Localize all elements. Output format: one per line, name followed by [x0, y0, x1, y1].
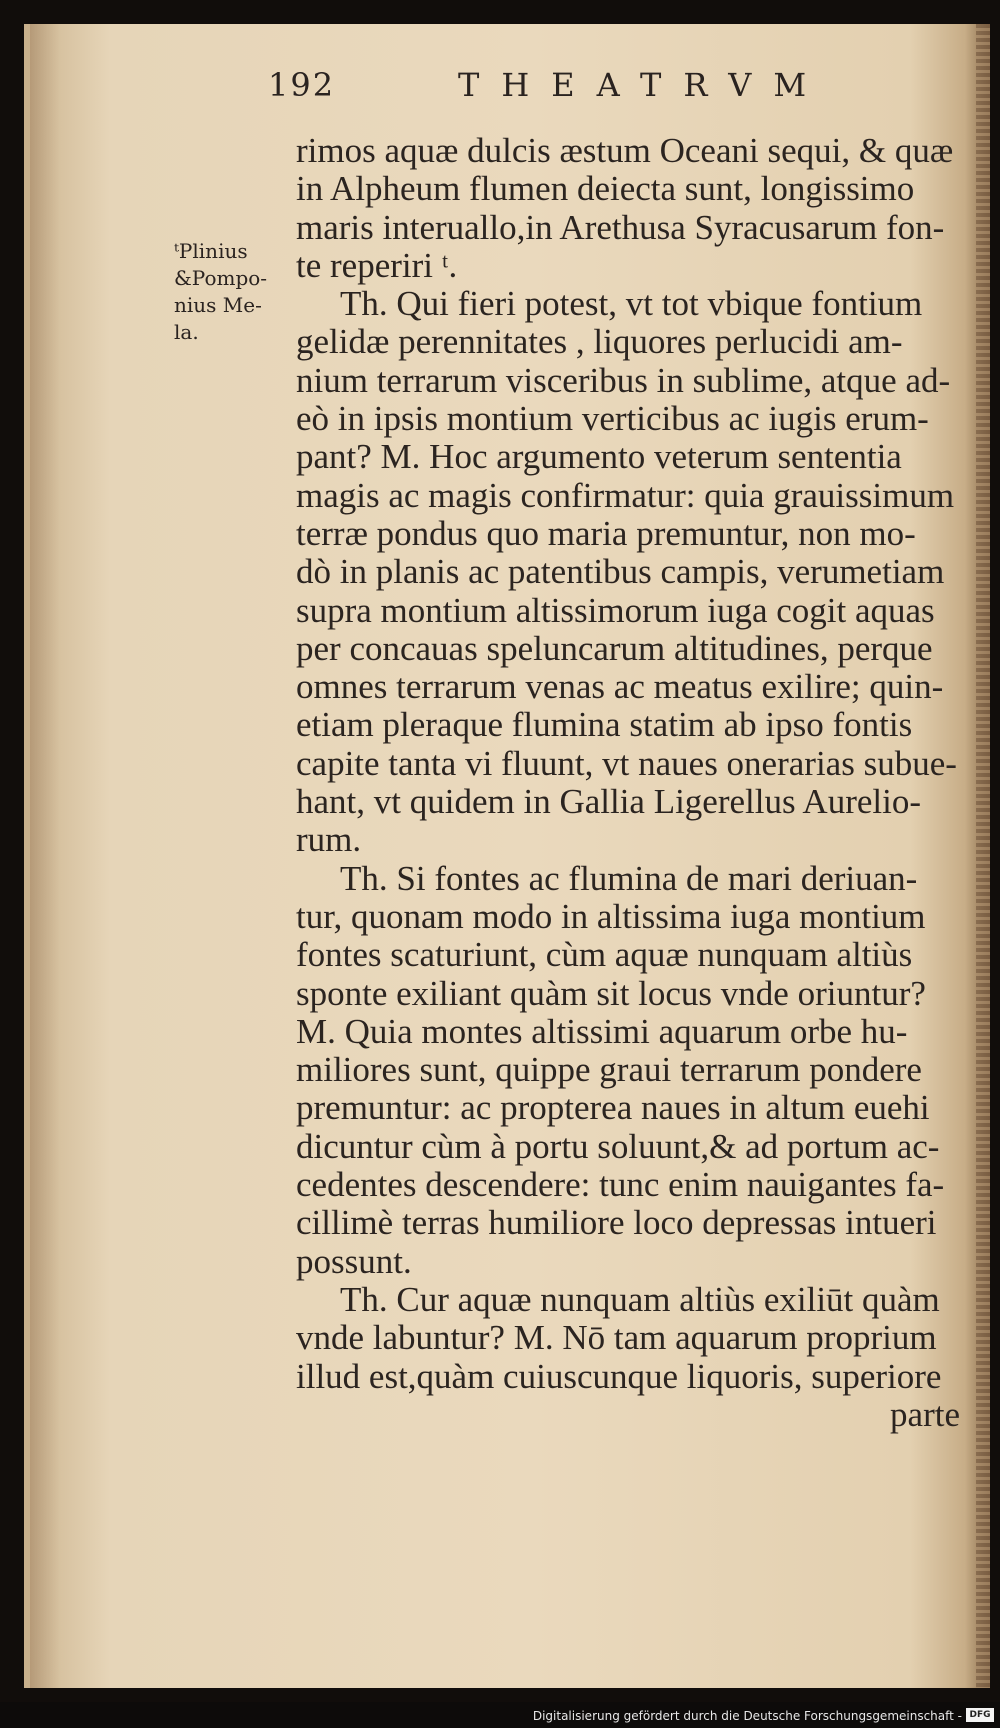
marginal-note: ᵗPlinius &Pompo- nius Me- la.: [174, 239, 268, 344]
page-header: [268, 66, 828, 116]
text-line: omnes terrarum venas ac meatus exilire; quin-: [296, 668, 944, 707]
text-line: fontes scaturiunt, cùm aquæ nunquam altiùs: [296, 936, 913, 975]
text-line: Th. Si fontes ac flumina de mari deriuan-: [340, 859, 918, 898]
text-line: miliores sunt, quippe graui terrarum pondere: [296, 1051, 922, 1090]
catchword: parte: [890, 1395, 960, 1434]
text-line: vnde labuntur? M. Nō tam aquarum proprium: [296, 1319, 937, 1358]
text-line: per concauas speluncarum altitudines, perque: [296, 629, 933, 668]
text-line: terræ pondus quo maria premuntur, non mo-: [296, 514, 916, 553]
text-line: tur, quonam modo in altissima iuga montium: [296, 897, 926, 936]
text-line: capite tanta vi fluunt, vt naues onerarias subue-: [296, 744, 957, 783]
text-line: pant? M. Hoc argumento veterum sententia: [296, 438, 902, 477]
text-line: rimos aquæ dulcis æstum Oceani sequi, & quæ: [296, 132, 954, 170]
text-line: Th. Cur aquæ nunquam altiùs exiliūt quàm: [340, 1280, 940, 1319]
text-line: gelidæ perennitates , liquores perlucidi am-: [296, 323, 903, 362]
text-line: eò in ipsis montium verticibus ac iugis erum-: [296, 400, 929, 439]
text-line: premuntur: ac propterea naues in altum euehi: [296, 1089, 930, 1128]
text-line: sponte exiliant quàm sit locus vnde oriuntur?: [296, 974, 926, 1013]
text-line: cedentes descendere: tunc enim nauigantes fa-: [296, 1166, 945, 1205]
text-line: hant, vt quidem in Gallia Ligerellus Aurelio-: [296, 783, 921, 822]
text-line: rum.: [296, 821, 362, 860]
text-line: illud est,quàm cuiuscunque liquoris, superiore: [296, 1357, 942, 1396]
text-line: magis ac magis confirmatur: quia grauissimum: [296, 476, 955, 515]
text-line: possunt.: [296, 1242, 412, 1281]
text-line: maris interuallo,in Arethusa Syracusarum fon-: [296, 208, 945, 247]
running-title: THEATRVM: [458, 66, 829, 104]
page-number: 192: [268, 66, 336, 104]
text-line: in Alpheum flumen deiecta sunt, longissimo: [296, 170, 915, 209]
text-line: cillimè terras humiliore loco depressas intueri: [296, 1204, 937, 1243]
dfg-logo: DFG: [966, 1708, 994, 1722]
text-line: supra montium altissimorum iuga cogit aquas: [296, 591, 935, 630]
text-line: etiam pleraque flumina statim ab ipso fontis: [296, 706, 913, 745]
footer-credit: Digitalisierung gefördert durch die Deutsche Forschungsgemeinschaft -: [532, 1709, 962, 1723]
body-text: [296, 132, 968, 1434]
text-line: M. Quia montes altissimi aquarum orbe hu-: [296, 1012, 908, 1051]
text-line: dò in planis ac patentibus campis, verumetiam: [296, 553, 945, 592]
text-line: dicuntur cùm à portu soluunt,& ad portum ac-: [296, 1127, 940, 1166]
text-line: te reperiri ᵗ.: [296, 246, 458, 285]
text-line: nium terrarum visceribus in sublime, atque ad-: [296, 361, 951, 400]
footer-bar: [0, 1702, 1000, 1728]
text-line: Th. Qui fieri potest, vt tot vbique fontium: [340, 285, 923, 324]
page-edge: [976, 24, 990, 1688]
